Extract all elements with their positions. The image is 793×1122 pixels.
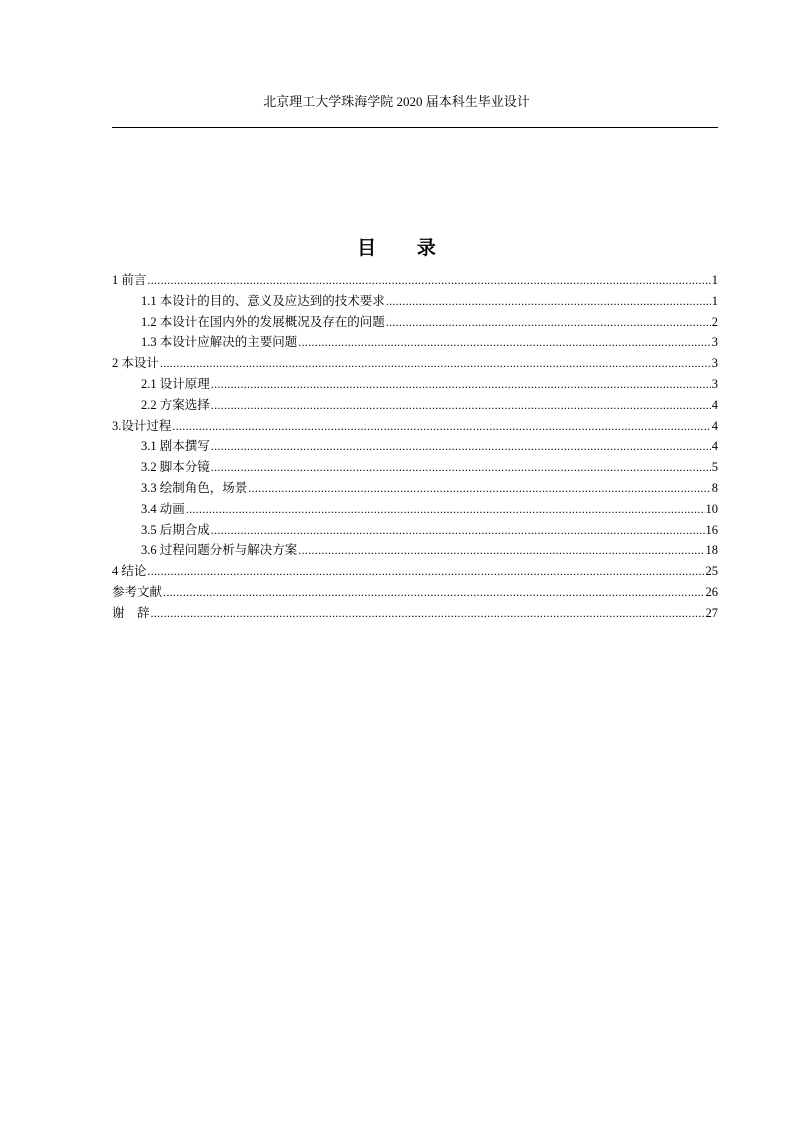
toc-entry-label: 2 本设计 (112, 356, 159, 371)
toc-dot-leader (147, 561, 704, 582)
toc-dot-leader (147, 270, 710, 291)
toc-page-number: 3 (711, 376, 718, 391)
toc-entry-label: 3.1 剧本撰写 (141, 439, 210, 454)
toc-page-number: 8 (711, 480, 718, 495)
toc-page-number: 10 (705, 501, 718, 516)
toc-entry[interactable] (112, 395, 718, 416)
toc-dot-leader (163, 582, 704, 603)
toc-dot-leader (248, 478, 710, 499)
toc-page-number: 1 (711, 293, 718, 308)
toc-page-number: 4 (711, 418, 718, 433)
toc-page-number: 27 (705, 605, 718, 620)
toc-entry-label: 2.2 方案选择 (141, 397, 210, 412)
toc-entry[interactable] (112, 436, 718, 457)
toc-entry-label: 3.6 过程问题分析与解决方案 (141, 543, 298, 558)
toc-dot-leader (298, 332, 710, 353)
toc-dot-leader (211, 520, 705, 541)
page-header: 北京理工大学珠海学院 2020 届本科生毕业设计 (263, 94, 530, 109)
toc-page-number: 3 (711, 335, 718, 350)
toc-entry-label: 3.4 动画 (141, 501, 185, 516)
toc-page-number: 4 (711, 397, 718, 412)
table-of-contents (112, 270, 718, 624)
toc-entry-label: 1.3 本设计应解决的主要问题 (141, 335, 298, 350)
toc-page-number: 18 (705, 543, 718, 558)
toc-entry-label: 1.2 本设计在国内外的发展概况及存在的问题 (141, 314, 385, 329)
toc-entry[interactable] (112, 353, 718, 374)
toc-dot-leader (386, 291, 711, 312)
toc-dot-leader (386, 312, 711, 333)
toc-title: 目 录 (357, 238, 454, 259)
toc-dot-leader (211, 395, 711, 416)
toc-page-number: 5 (711, 460, 718, 475)
toc-entry[interactable] (112, 561, 718, 582)
toc-entry[interactable] (112, 499, 718, 520)
toc-entry[interactable] (112, 291, 718, 312)
toc-entry-label: 2.1 设计原理 (141, 376, 210, 391)
toc-entry[interactable] (112, 603, 718, 624)
toc-entry-label: 3.5 后期合成 (141, 522, 210, 537)
toc-entry-label: 3.3 绘制角色，场景 (141, 480, 248, 495)
toc-entry-label: 参考文献 (112, 584, 163, 599)
toc-entry-label: 4 结论 (112, 564, 147, 579)
toc-entry-label: 谢 辞 (112, 605, 150, 620)
toc-page-number: 16 (705, 522, 718, 537)
toc-dot-leader (211, 457, 711, 478)
toc-dot-leader (172, 416, 710, 437)
toc-dot-leader (211, 374, 711, 395)
toc-dot-leader (211, 436, 711, 457)
toc-entry[interactable] (112, 520, 718, 541)
toc-page-number: 26 (705, 584, 718, 599)
toc-entry[interactable] (112, 332, 718, 353)
toc-page-number: 4 (711, 439, 718, 454)
toc-entry[interactable] (112, 540, 718, 561)
toc-entry-label: 3.设计过程 (112, 418, 172, 433)
toc-entry[interactable] (112, 270, 718, 291)
toc-dot-leader (186, 499, 705, 520)
toc-entry-label: 1.1 本设计的目的、意义及应达到的技术要求 (141, 293, 385, 308)
toc-entry[interactable] (112, 478, 718, 499)
toc-page-number: 25 (705, 564, 718, 579)
toc-dot-leader (151, 603, 705, 624)
toc-entry[interactable] (112, 416, 718, 437)
header-divider (112, 127, 718, 128)
toc-entry[interactable] (112, 312, 718, 333)
toc-entry-label: 1 前言 (112, 273, 147, 287)
toc-page-number: 2 (711, 314, 718, 329)
toc-entry[interactable] (112, 457, 718, 478)
toc-page-number: 3 (711, 356, 718, 371)
toc-dot-leader (160, 353, 711, 374)
toc-page-number: 1 (711, 273, 718, 287)
toc-entry[interactable] (112, 374, 718, 395)
toc-dot-leader (298, 540, 704, 561)
toc-entry[interactable] (112, 582, 718, 603)
toc-entry-label: 3.2 脚本分镜 (141, 460, 210, 475)
